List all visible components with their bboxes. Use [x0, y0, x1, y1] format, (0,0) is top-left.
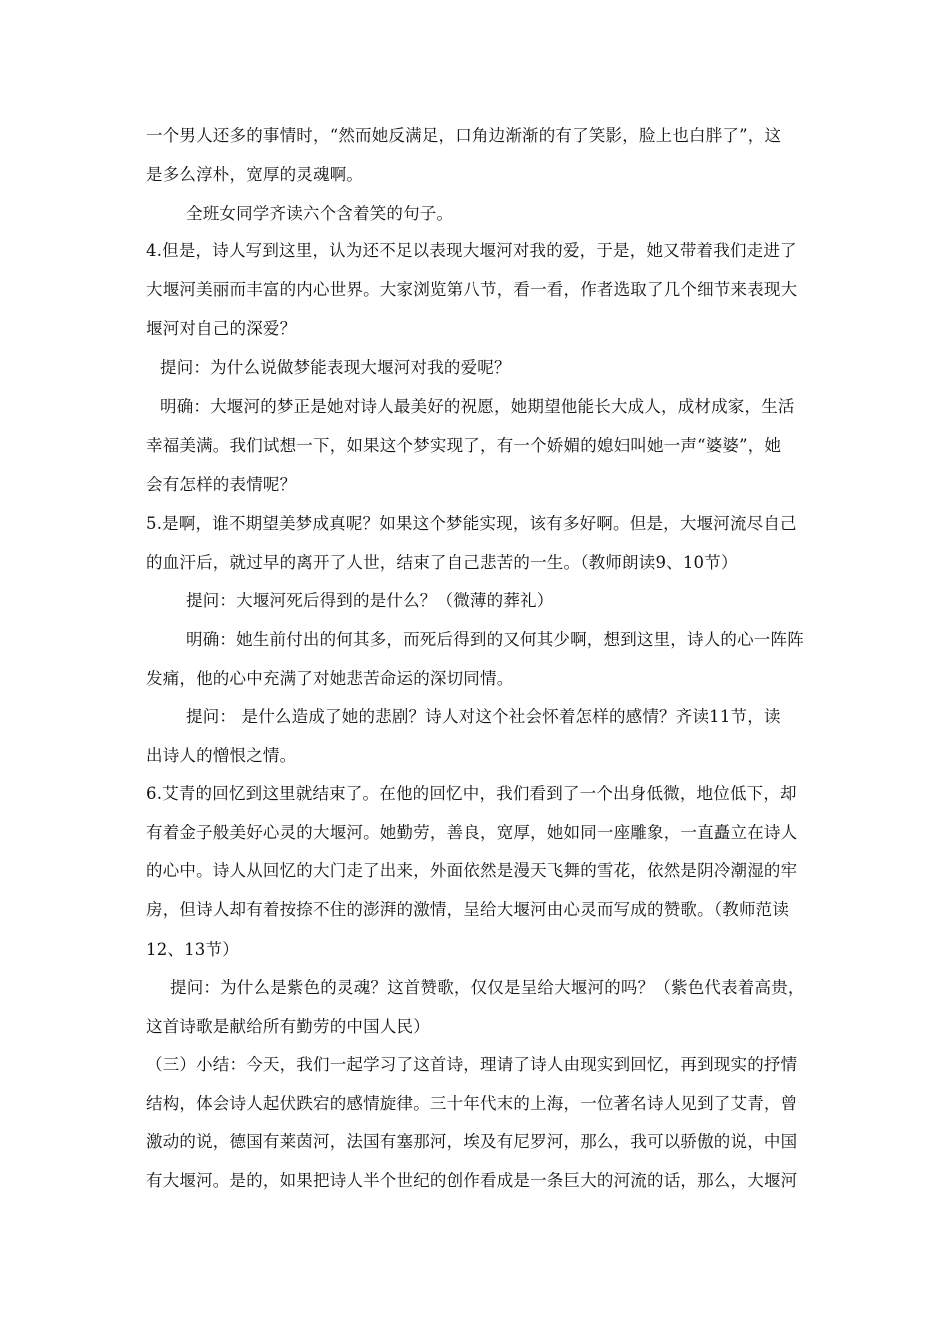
text-line: 提问：为什么说做梦能表现大堰河对我的爱呢？ — [160, 358, 511, 377]
text-line: 4.但是，诗人写到这里，认为还不足以表现大堰河对我的爱，于是，她又带着我们走进了 — [146, 241, 797, 260]
text-line: 这首诗歌是献给所有勤劳的中国人民） — [146, 1017, 430, 1036]
text-line: 提问：为什么是紫色的灵魂？这首赞歌，仅仅是呈给大堰河的吗？（紫色代表着高贵， — [170, 978, 805, 997]
text-line: 出诗人的憎恨之情。 — [146, 746, 297, 765]
text-line: 6.艾青的回忆到这里就结束了。在他的回忆中，我们看到了一个出身低微，地位低下，却 — [146, 784, 797, 803]
text-line: （三）小结：今天，我们一起学习了这首诗，理请了诗人由现实到回忆，再到现实的抒情 — [146, 1055, 798, 1074]
text-line: 明确：她生前付出的何其多，而死后得到的又何其少啊，想到这里，诗人的心一阵阵 — [186, 630, 804, 649]
text-line: 有大堰河。是的，如果把诗人半个世纪的创作看成是一条巨大的河流的话，那么，大堰河 — [146, 1171, 798, 1190]
text-line: 的血汗后，就过早的离开了人世，结束了自己悲苦的一生。（教师朗读9、10节） — [146, 553, 738, 572]
text-line: 幸福美满。我们试想一下，如果这个梦实现了，有一个娇媚的媳妇叫她一声“婆婆”，她 — [146, 436, 782, 455]
text-line: 全班女同学齐读六个含着笑的句子。 — [186, 204, 454, 223]
text-line: 提问：大堰河死后得到的是什么？（微薄的葬礼） — [186, 591, 554, 610]
text-line: 有着金子般美好心灵的大堰河。她勤劳，善良，宽厚，她如同一座雕象，一直矗立在诗人 — [146, 823, 798, 842]
text-line: 5.是啊，谁不期望美梦成真呢？如果这个梦能实现，该有多好啊。但是，大堰河流尽自己 — [146, 514, 797, 533]
text-line: 会有怎样的表情呢？ — [146, 475, 297, 494]
text-line: 提问： 是什么造成了她的悲剧？诗人对这个社会怀着怎样的感情？齐读11节，读 — [186, 707, 781, 726]
text-line: 12、13节） — [146, 940, 239, 959]
text-line: 结构，体会诗人起伏跌宕的感情旋律。三十年代末的上海，一位著名诗人见到了艾青，曾 — [146, 1094, 798, 1113]
text-line: 堰河对自己的深爱？ — [146, 319, 297, 338]
text-line: 发痛，他的心中充满了对她悲苦命运的深切同情。 — [146, 669, 514, 688]
text-line: 大堰河美丽而丰富的内心世界。大家浏览第八节，看一看，作者选取了几个细节来表现大 — [146, 280, 798, 299]
text-line: 一个男人还多的事情时，“然而她反满足，口角边渐渐的有了笑影，脸上也白胖了”，这 — [146, 126, 782, 145]
text-line: 房，但诗人却有着按捺不住的澎湃的激情，呈给大堰河由心灵而写成的赞歌。（教师范读 — [146, 900, 790, 919]
text-line: 的心中。诗人从回忆的大门走了出来，外面依然是漫天飞舞的雪花，依然是阴冷潮湿的牢 — [146, 861, 798, 880]
text-line: 激动的说，德国有莱茵河，法国有塞那河，埃及有尼罗河，那么，我可以骄傲的说，中国 — [146, 1132, 798, 1151]
text-line: 是多么淳朴，宽厚的灵魂啊。 — [146, 165, 364, 184]
text-line: 明确：大堰河的梦正是她对诗人最美好的祝愿，她期望他能长大成人，成材成家，生活 — [160, 397, 795, 416]
